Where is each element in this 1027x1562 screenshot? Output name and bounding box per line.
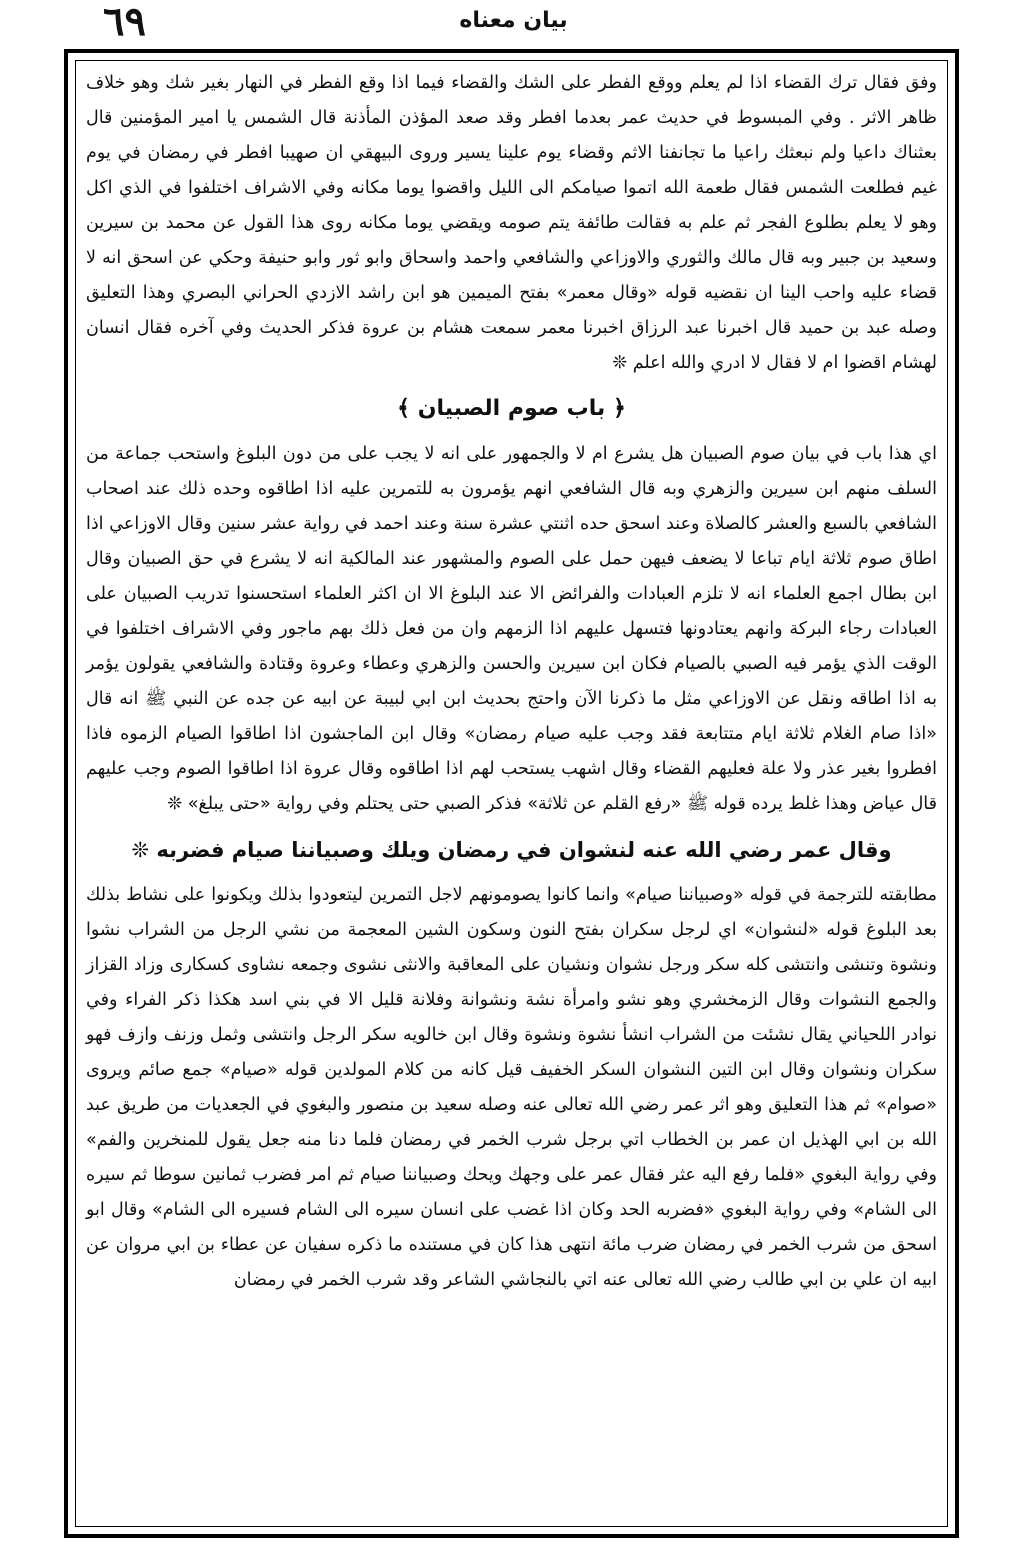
tradition-heading: وقال عمر رضي الله عنه لنشوان في رمضان ويلك وصبياننا صيام فضربه ❊ [131, 838, 892, 862]
page-header [0, 0, 1027, 52]
paragraph-3: مطابقته للترجمة في قوله «وصبياننا صيام» وانما كانوا يصومونهم لاجل التمرين ليتعودوا بذلك ويكونوا على نشاط بذلك بعد البلوغ قوله «لنشوان» اي لرجل سكران بفتح النون وسكون الشين المعجمة من نشي الرجل من الشراب نشوا ونشوة وتنشى وانتشى كله سكر ورجل نشوان ونشيان على المعاقبة والانثى نشوى وجمعه نشاوى كسكارى وزاد القزاز والجمع النشوات وقال الزمخشري وهو نشو وامرأة نشة ونشوانة وفلانة قليل الا في بني اسد هكذا ذكر الفراء وفي نوادر اللحياني يقال نشئت من الشراب انشأ نشوة ونشوة وقال ابن خالويه سكر الرجل وانتشى وثمل وزنف وازف فهو سكران ونشوان وقال ابن التين النشوان السكر الخفيف قيل كانه من كلام المولدين قوله «صيام» جمع صائم ويروى «صوام» ثم هذا التعليق وهو اثر عمر رضي الله تعالى عنه وصله سعيد بن منصور والبغوي في الجعديات من طريق عبد الله بن ابي الهذيل ان عمر بن الخطاب اتي برجل شرب الخمر في رمضان فلما دنا منه جعل يقول للمنخرين والفم» وفي رواية البغوي «فلما رفع اليه عثر فقال عمر على وجهك ويحك وصبياننا صيام ثم امر فضرب ثمانين سوطا ثم سيره الى الشام» وفي رواية البغوي «فضربه الحد وكان اذا غضب على انسان سيره الى الشام فسيره الى الشام» وقال ابو اسحق من شرب الخمر في رمضان ضرب مائة انتهى هذا كان في مستنده ما ذكره سفيان عن عطاء بن ابي مروان عن ابيه ان علي بن ابي طالب رضي الله تعالى عنه اتي بالنجاشي الشاعر وقد شرب الخمر في رمضان [86, 885, 937, 1290]
chapter-heading: ﴿ باب صوم الصبيان ﴾ [397, 396, 626, 421]
page-number: ٦٩ [103, 0, 146, 45]
paragraph-2: اي هذا باب في بيان صوم الصبيان هل يشرع ام لا والجمهور على انه لا يجب على من دون البلوغ واستحب جماعة من السلف منهم ابن سيرين والزهري وبه قال الشافعي انهم يؤمرون به للتمرين عليه اذا اطاقوه وحده ذلك عند اصحاب الشافعي بالسبع والعشر كالصلاة وعند اسحق حده اثنتي عشرة سنة وعند احمد في رواية عشر سنين وقال الاوزاعي اذا اطاق صوم ثلاثة ايام تباعا لا يضعف فيهن حمل على الصوم والمشهور عند المالكية انه لا يشرع في حق الصبيان وقال ابن بطال اجمع العلماء انه لا تلزم العبادات والفرائض الا عند البلوغ الا ان اكثر العلماء استحسنوا تدريب الصبيان على العبادات رجاء البركة وانهم يعتادونها فتسهل عليهم اذا الزمهم وان من فعل ذلك بهم ماجور وفي الاشراف اختلفوا في الوقت الذي يؤمر فيه الصبي بالصيام فكان ابن سيرين والحسن والزهري وعطاء وعروة وقتادة والشافعي يقولون يؤمر به اذا اطاقه ونقل عن الاوزاعي مثل ما ذكرنا الآن واحتج بحديث ابن ابي لبيبة عن ابيه عن جده عن النبي ﷺ انه قال «اذا صام الغلام ثلاثة ايام متتابعة فقد وجب عليه صيام رمضان» وقال ابن الماجشون اذا اطاقوا الصيام الزموه فاذا افطروا بغير عذر ولا علة فعليهم القضاء وقال اشهب يستحب لهم اذا اطاقوه وقال عروة اذا اطاقوا الصوم وجب عليهم قال عياض وهذا غلط يرده قوله ﷺ «رفع القلم عن ثلاثة» فذكر الصبي حتى يحتلم وفي رواية «حتى يبلغ» ❊ [86, 444, 937, 814]
running-title: بیان معناه [459, 8, 568, 33]
paragraph-1: وفق فقال ترك القضاء اذا لم يعلم ووقع الفطر على الشك والقضاء فيما اذا وقع الفطر في النهار بغير شك وهو خلاف ظاهر الاثر . وفي المبسوط في حديث عمر بعدما افطر وقد صعد المؤذن المأذنة قال الشمس يا امير المؤمنين قال بعثناك داعيا ولم نبعثك راعيا ما تجانفنا الاثم وقضاء يوم علينا يسير وروى البيهقي ان صهيبا افطر في رمضان في يوم غيم فطلعت الشمس فقال طعمة الله اتموا صيامكم الى الليل واقضوا يوما مكانه وفي الاشراف اختلفوا في الذي اكل وهو لا يعلم بطلوع الفجر ثم علم به فقالت طائفة يتم صومه ويقضي يوما مكانه روى هذا القول عن محمد بن سيرين وسعيد بن جبير وبه قال مالك والثوري والاوزاعي والشافعي واحمد واسحاق وابو ثور وابو حنيفة وحكي عن اسحق انه لا قضاء عليه واحب الينا ان نقضيه قوله «وقال معمر» بفتح الميمين هو ابن راشد الازدي الحراني البصري وهذا التعليق وصله عبد بن حميد قال اخبرنا عبد الرزاق اخبرنا معمر سمعت هشام بن عروة فذكر الحديث وفي آخره فقال انسان لهشام اقضوا ام لا فقال لا ادري والله اعلم ❊ [86, 73, 937, 373]
text-block [75, 60, 948, 1527]
page-border [64, 49, 959, 1538]
